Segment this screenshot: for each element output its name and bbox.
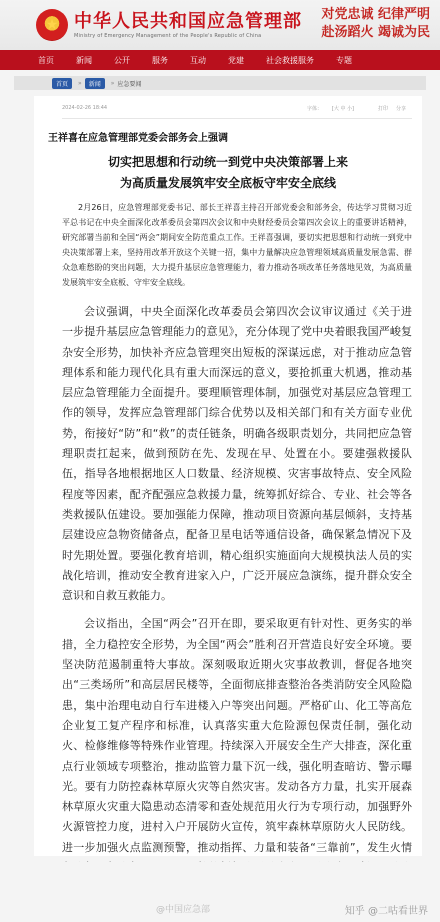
- nav-item-news[interactable]: 新闻: [76, 55, 92, 65]
- article-body: [62, 200, 412, 907]
- nav-item-topics[interactable]: 专题: [336, 55, 352, 65]
- slogans: [320, 6, 430, 42]
- print-button[interactable]: 打印: [377, 106, 388, 112]
- meta-divider: [62, 118, 412, 119]
- font-size-toggle[interactable]: [大 中 小]: [331, 106, 354, 112]
- breadcrumb-separator: »: [78, 79, 82, 87]
- article-title-line-2: 为高质量发展筑牢安全底板守牢安全底线: [119, 176, 336, 190]
- site-title[interactable]: 中华人民共和国应急管理部: [74, 10, 302, 32]
- breadcrumb-news[interactable]: 新闻: [85, 78, 105, 89]
- nav-item-party[interactable]: 党建: [228, 55, 244, 65]
- site-subtitle: Ministry of Emergency Management of the People's Republic of China: [74, 32, 262, 39]
- article-paragraph-1: 2月26日，应急管理部党委书记、部长王祥喜主持召开部党委会和部务会，传达学习贯彻习近平总书记在中央全面深化改革委员会第四次会议和中央财经委员会第四次会议上的重要讲话精神，研究部署当前和全国“两会”期间安全防范重点工作。王祥喜强调，要切实把思想和行动统一到党中央决策部署上来，坚持用改革开放这个关键一招，集中力量解决应急管理领域高质量发展急需、群众急难愁盼的突出问题，大力提升基层应急管理能力，着力推动各项改革任务落地见效，为高质量发展筑牢安全底板、守牢安全底线。: [62, 203, 412, 287]
- footer: [0, 862, 440, 922]
- breadcrumb: [14, 76, 426, 90]
- nav-item-service[interactable]: 服务: [152, 55, 168, 65]
- article-card: [34, 96, 422, 856]
- nav-item-rescue[interactable]: 社会救援服务: [266, 55, 314, 65]
- breadcrumb-home[interactable]: 首页: [52, 78, 72, 89]
- article-paragraph-3: 会议指出，全国“两会”召开在即，要采取更有针对性、更务实的举措，全力稳控安全形势，为全国“两会”胜利召开营造良好安全环境。要坚决防范遏制重特大事故。深刻吸取近期火灾事故教训，督促各地突出“三类场所”和高层居民楼等，全面彻底排查整治各类消防安全风险隐患，集中治理电动自行车进楼入户等突出问题。严格矿山、化工等高危企业复工复产程序和标准，认真落实重大危险源包保责任制，强化动火、检修维修等特殊作业管理。持续深入开展安全生产大排查，深化重点行业领域专项整治，推动监管力量下沉一线，强化明查暗访、警示曝光。要有力防控森林草原火灾等自然灾害。发动各方力量，扎实开展森林草原火灾重大隐患动态清零和查处规范用火行为专项行动，加强野外火源管控力度，进村入户开展防火宣传，筑牢森林草原防火人民防线。进一步加强火点监测预警，推动指挥、力量和装备“三靠前”，发生火情: [62, 617, 412, 854]
- nav-item-home[interactable]: 首页: [38, 55, 54, 65]
- zhihu-watermark: 知乎 @二咕看世界: [344, 906, 428, 917]
- nav-item-interaction[interactable]: 互动: [190, 55, 206, 65]
- national-emblem-icon[interactable]: ★: [36, 9, 68, 41]
- slogan-line-1: 对党忠诚 纪律严明: [321, 7, 430, 22]
- font-size-label: 字体：: [306, 106, 322, 112]
- article-title: [34, 152, 422, 194]
- article-title-line-1: 切实把思想和行动统一到党中央决策部署上来: [107, 155, 348, 169]
- article-meta: [62, 105, 412, 115]
- share-button[interactable]: 分享: [395, 106, 406, 112]
- nav-item-public[interactable]: 公开: [114, 55, 130, 65]
- site-title-block: [74, 12, 302, 39]
- article-paragraph-2: 会议强调，中央全面深化改革委员会第四次会议审议通过《关于进一步提升基层应急管理能力的意见》，充分体现了党中央着眼我国严峻复杂安全形势，加快补齐应急管理突出短板的深谋远虑，对于推动应急管理体系和能力现代化具有重大而深远的意义，要抢抓重大机遇，推动基层应急管理能力全面提升。要理顺管理体制，加强党对基层应急管理工作的领导，发挥应急管理部门综合优势以及相关部门和有关方面专业优势，衔接好“防”和“救”的责任链条，明确各级职责划分，共同把应急管理职责扛起来，做到预防在先、发现在早、处置在小。要建强救援队伍，指导各地根据地区人口数量、经济规模、灾害事故特点、安全风险程度等因素，配齐配强应急救援力量，统筹抓好综合、专业、社会等各类救援队伍建设。要加强能力保障，推动项目资源向基层倾斜，支持基层建设应急物资储备点，配备卫星电话等通信设备，确保紧急情况下及时先期处置。要强化教育培训，精心组织实施面向大规模执法人员的实战化培训，推动安全教育进家入户，广泛开展应急演练，提升群众安全意识和自救互救能力。: [62, 305, 412, 603]
- slogan-line-2: 赴汤蹈火 竭诚为民: [321, 25, 430, 40]
- article-pre-title: 王祥喜在应急管理部党委会部务会上强调: [48, 133, 228, 144]
- main-nav: [0, 50, 440, 70]
- weibo-watermark: @中国应急部: [156, 905, 211, 915]
- breadcrumb-current[interactable]: 应急要闻: [117, 80, 142, 88]
- breadcrumb-separator: »: [110, 79, 115, 87]
- article-date: 2024-02-26 18:44: [62, 105, 108, 111]
- site-header: [0, 0, 440, 50]
